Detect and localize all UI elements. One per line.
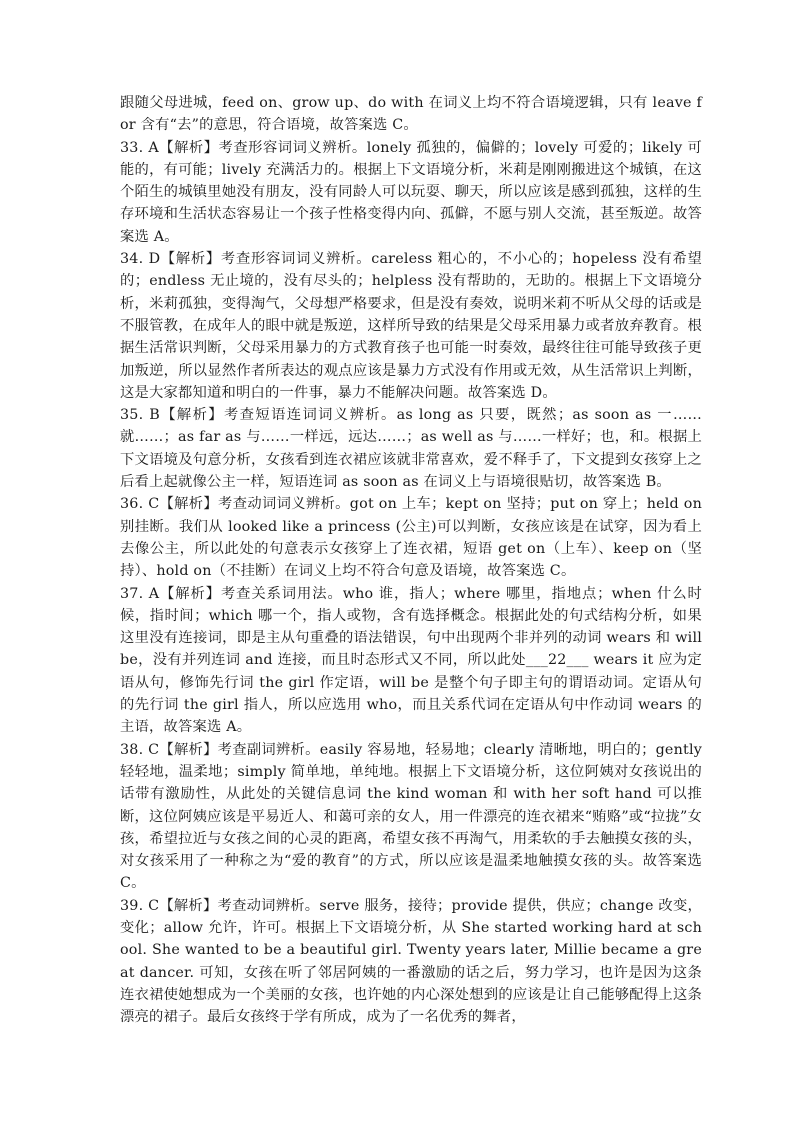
answer-34: 34. D【解析】考查形容词词义辨析。careless 粗心的，不小心的；hopeless 没有希望的；endless 无止境的，没有尽头的；helpless 没有帮助的，无助的。根据上下文语境分析，米莉孤独，变得淘气，父母想严格要求，但是没有奏效，说明米莉不听从父母的话或是不服管教，在成年人的眼中就是叛逆，这样所导致的结果是父母采用暴力或者放弃教育。根据生活常识判断，父母采用暴力的方式教育孩子也可能一时奏效，最终往往可能导致孩子更加叛逆，所以显然作者所表达的观点应该是暴力方式没有作用或无效，从生活常识上判断，这是大家都知道和明白的一件事，暴力不能解决问题。故答案选 D。 bbox=[120, 251, 702, 401]
answer-39: 39. C【解析】考查动词辨析。serve 服务，接待；provide 提供，供应；change 改变，变化；allow 允许，许可。根据上下文语境分析，从 She started working hard at school. She wanted to be a beautiful girl. Twenty years later, Millie became a great dancer. 可知，女孩在听了邻居阿姨的一番激励的话之后，努力学习，也许是因为这条连衣裙使她想成为一个美丽的女孩，也许她的内心深处想到的应该是让自己能够配得上这条漂亮的裙子。最后女孩终于学有所成，成为了一名优秀的舞者， bbox=[120, 897, 702, 1026]
answer-36: 36. C【解析】考查动词词义辨析。got on 上车；kept on 坚持；put on 穿上；held on 别挂断。我们从 looked like a princess (公主)可以判断，女孩应该是在试穿，因为看上去像公主，所以此处的句意表示女孩穿上了连衣裙，短语 get on（上车）、keep on（坚持）、hold on（不挂断）在词义上均不符合句意及语境，故答案选 C。 bbox=[120, 496, 702, 580]
answer-37: 37. A【解析】考查关系词用法。who 谁，指人；where 哪里，指地点；when 什么时候，指时间；which 哪一个，指人或物，含有选择概念。根据此处的句式结构分析，如果这里没有连接词，即是主从句重叠的语法错误，句中出现两个非并列的动词 wears 和 will be，没有并列连词 and 连接，而且时态形式又不同，所以此处___22___ wears it 应为定语从句，修饰先行词 the girl 作定语，will be 是整个句子即主句的谓语动词。定语从句的先行词 the girl 指人，所以应选用 who，而且关系代词在定语从句中作动词 wears 的主语，故答案选 A。 bbox=[120, 585, 702, 736]
answer-33: 33. A【解析】考查形容词词义辨析。lonely 孤独的，偏僻的；lovely 可爱的；likely 可能的，有可能；lively 充满活力的。根据上下文语境分析，米莉是刚刚搬进这个城镇，在这个陌生的城镇里她没有朋友，没有同龄人可以玩耍、聊天，所以应该是感到孤独，这样的生存环境和生活状态容易让一个孩子性格变得内向、孤僻，不愿与别人交流，甚至叛逆。故答案选 A。 bbox=[120, 139, 702, 245]
answer-35: 35. B【解析】考查短语连词词义辨析。as long as 只要，既然；as soon as 一……就……；as far as 与……一样远，远达……；as well as 与……一样好；也，和。根据上下文语境及句意分析，女孩看到连衣裙应该就非常喜欢，爱不释手了，下文提到女孩穿上之后看上起就像公主一样，短语连词 as soon as 在词义上与语境很贴切，故答案选 B。 bbox=[120, 407, 702, 491]
answer-38: 38. C【解析】考查副词辨析。easily 容易地，轻易地；clearly 清晰地，明白的；gently 轻轻地，温柔地；simply 简单地，单纯地。根据上下文语境分析，这位阿姨对女孩说出的话带有激励性，从此处的关键信息词 the kind woman 和 with her soft hand 可以推断，这位阿姨应该是平易近人、和蔼可亲的女人，用一件漂亮的连衣裙来“贿赂”或“拉拢”女孩，希望拉近与女孩之间的心灵的距离，希望女孩不再淘气，用柔软的手去触摸女孩的头，对女孩采用了一种称之为“爱的教育”的方式，所以应该是温柔地触摸女孩的头。故答案选 C。 bbox=[120, 741, 702, 892]
paragraph-continuation: 跟随父母进城，feed on、grow up、do with 在词义上均不符合语境逻辑，只有 leave for 含有“去”的意思，符合语境，故答案选 C。 bbox=[120, 95, 702, 134]
